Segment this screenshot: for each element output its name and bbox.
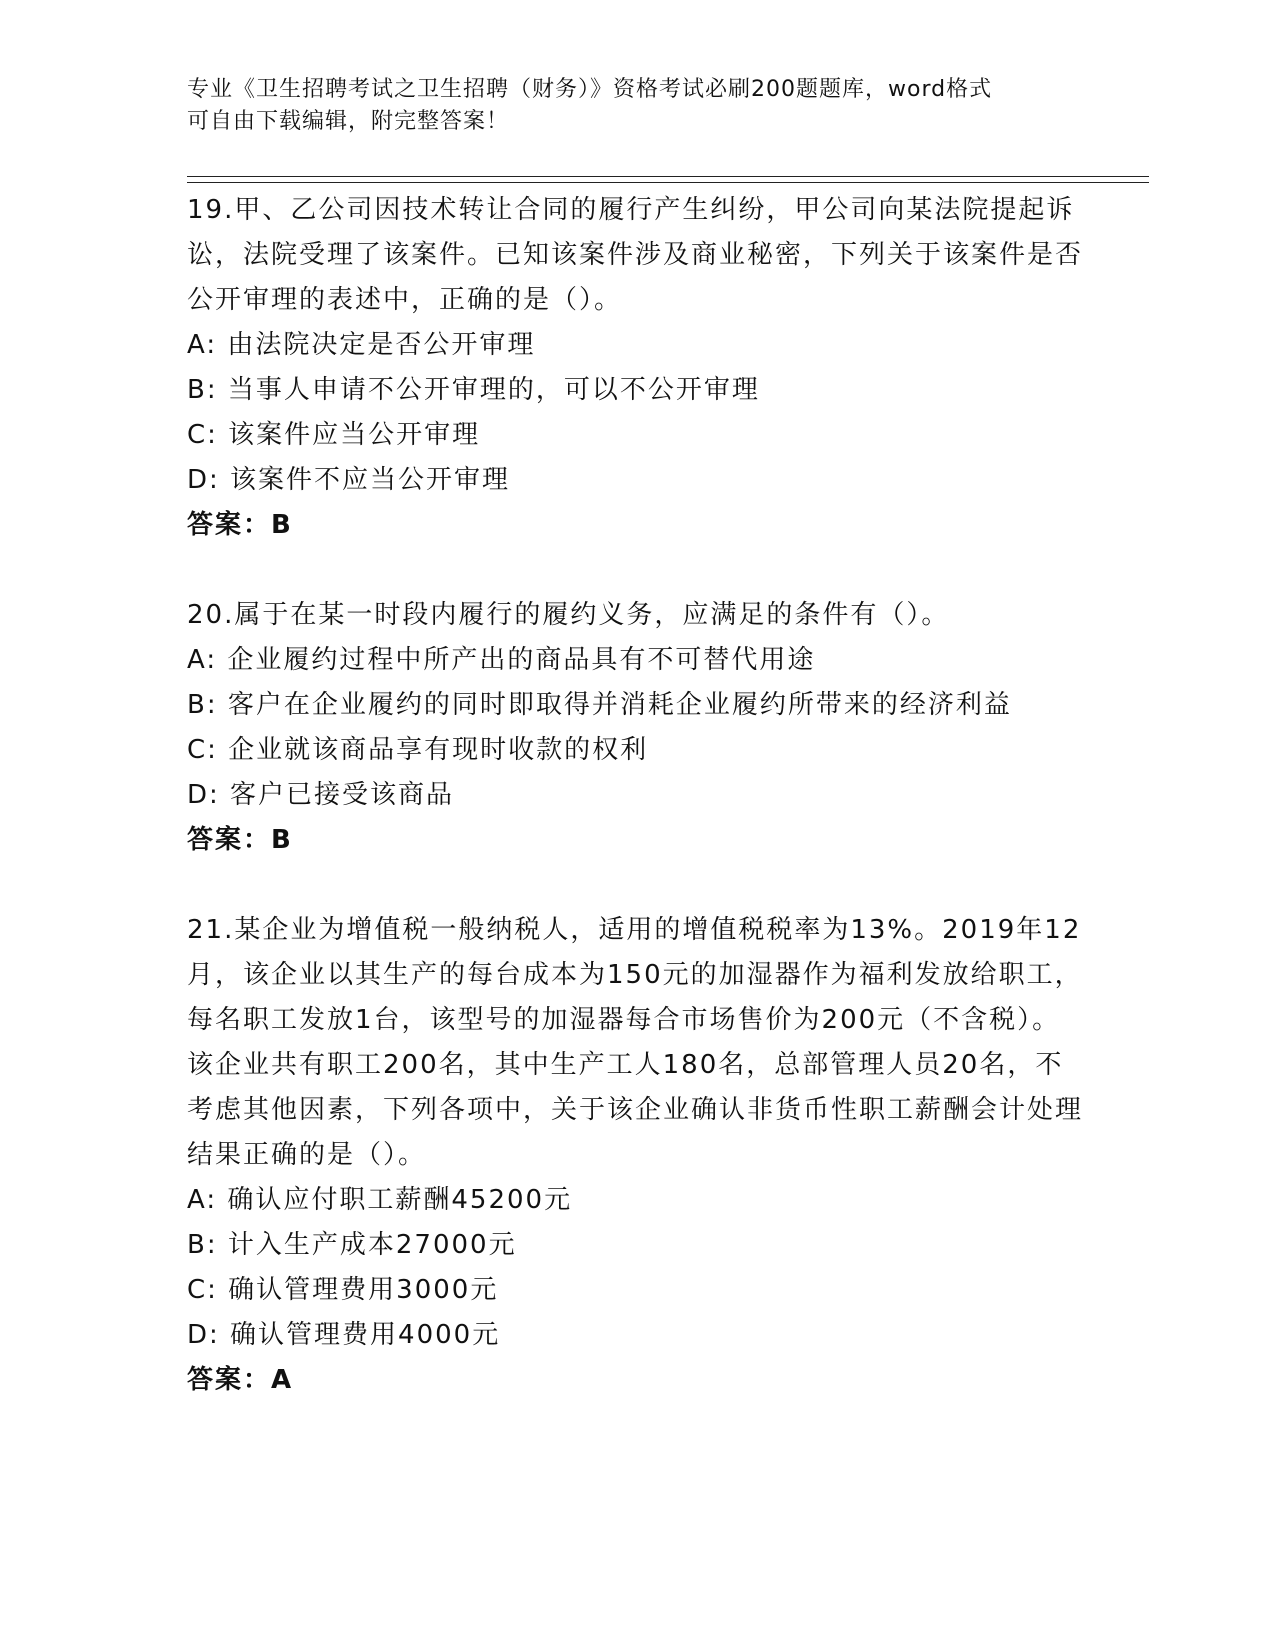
document-header [187, 74, 1087, 138]
answer-label: 答案：B [187, 825, 293, 855]
option-d: D: 确认管理费用4000元 [187, 1320, 501, 1350]
option-d: D: 该案件不应当公开审理 [187, 465, 511, 495]
option-c: C: 该案件应当公开审理 [187, 420, 481, 450]
option-a: A: 确认应付职工薪酬45200元 [187, 1185, 573, 1215]
question-20 [187, 593, 1087, 863]
header-line-1: 专业《卫生招聘考试之卫生招聘（财务）》资格考试必刷200题题库，word格式 [187, 77, 993, 102]
question-spacer [187, 863, 1087, 908]
option-c: C: 企业就该商品享有现时收款的权利 [187, 735, 649, 765]
option-a: A: 企业履约过程中所产出的商品具有不可替代用途 [187, 645, 816, 675]
option-b: B: 客户在企业履约的同时即取得并消耗企业履约所带来的经济利益 [187, 690, 1012, 720]
header-line-2: 可自由下载编辑，附完整答案！ [187, 109, 510, 134]
question-19 [187, 188, 1087, 548]
question-21 [187, 908, 1087, 1403]
option-d: D: 客户已接受该商品 [187, 780, 455, 810]
answer-label: 答案：B [187, 510, 293, 540]
answer-label: 答案：A [187, 1365, 294, 1395]
option-c: C: 确认管理费用3000元 [187, 1275, 499, 1305]
question-spacer [187, 548, 1087, 593]
header-rule-top [187, 176, 1149, 177]
question-text: 20.属于在某一时段内履行的履约义务，应满足的条件有（）。 [187, 600, 950, 630]
option-b: B: 当事人申请不公开审理的，可以不公开审理 [187, 375, 760, 405]
option-b: B: 计入生产成本27000元 [187, 1230, 517, 1260]
option-a: A: 由法院决定是否公开审理 [187, 330, 536, 360]
question-text: 19.甲、乙公司因技术转让合同的履行产生纠纷，甲公司向某法院提起诉讼，法院受理了该案件。已知该案件涉及商业秘密，下列关于该案件是否公开审理的表述中，正确的是（）。 [187, 195, 1084, 315]
question-text: 21.某企业为增值税一般纳税人，适用的增值税税率为13%。2019年12月，该企业以其生产的每台成本为150元的加湿器作为福利发放给职工，每名职工发放1台，该型号的加湿器每合市场售价为200元（不含税）。该企业共有职工200名，其中生产工人180名，总部管理人员20名，不考虑其他因素，下列各项中，关于该企业确认非货币性职工薪酬会计处理结果正确的是（）。 [187, 915, 1084, 1170]
question-list [187, 188, 1087, 1403]
header-rule-bottom [187, 182, 1149, 183]
